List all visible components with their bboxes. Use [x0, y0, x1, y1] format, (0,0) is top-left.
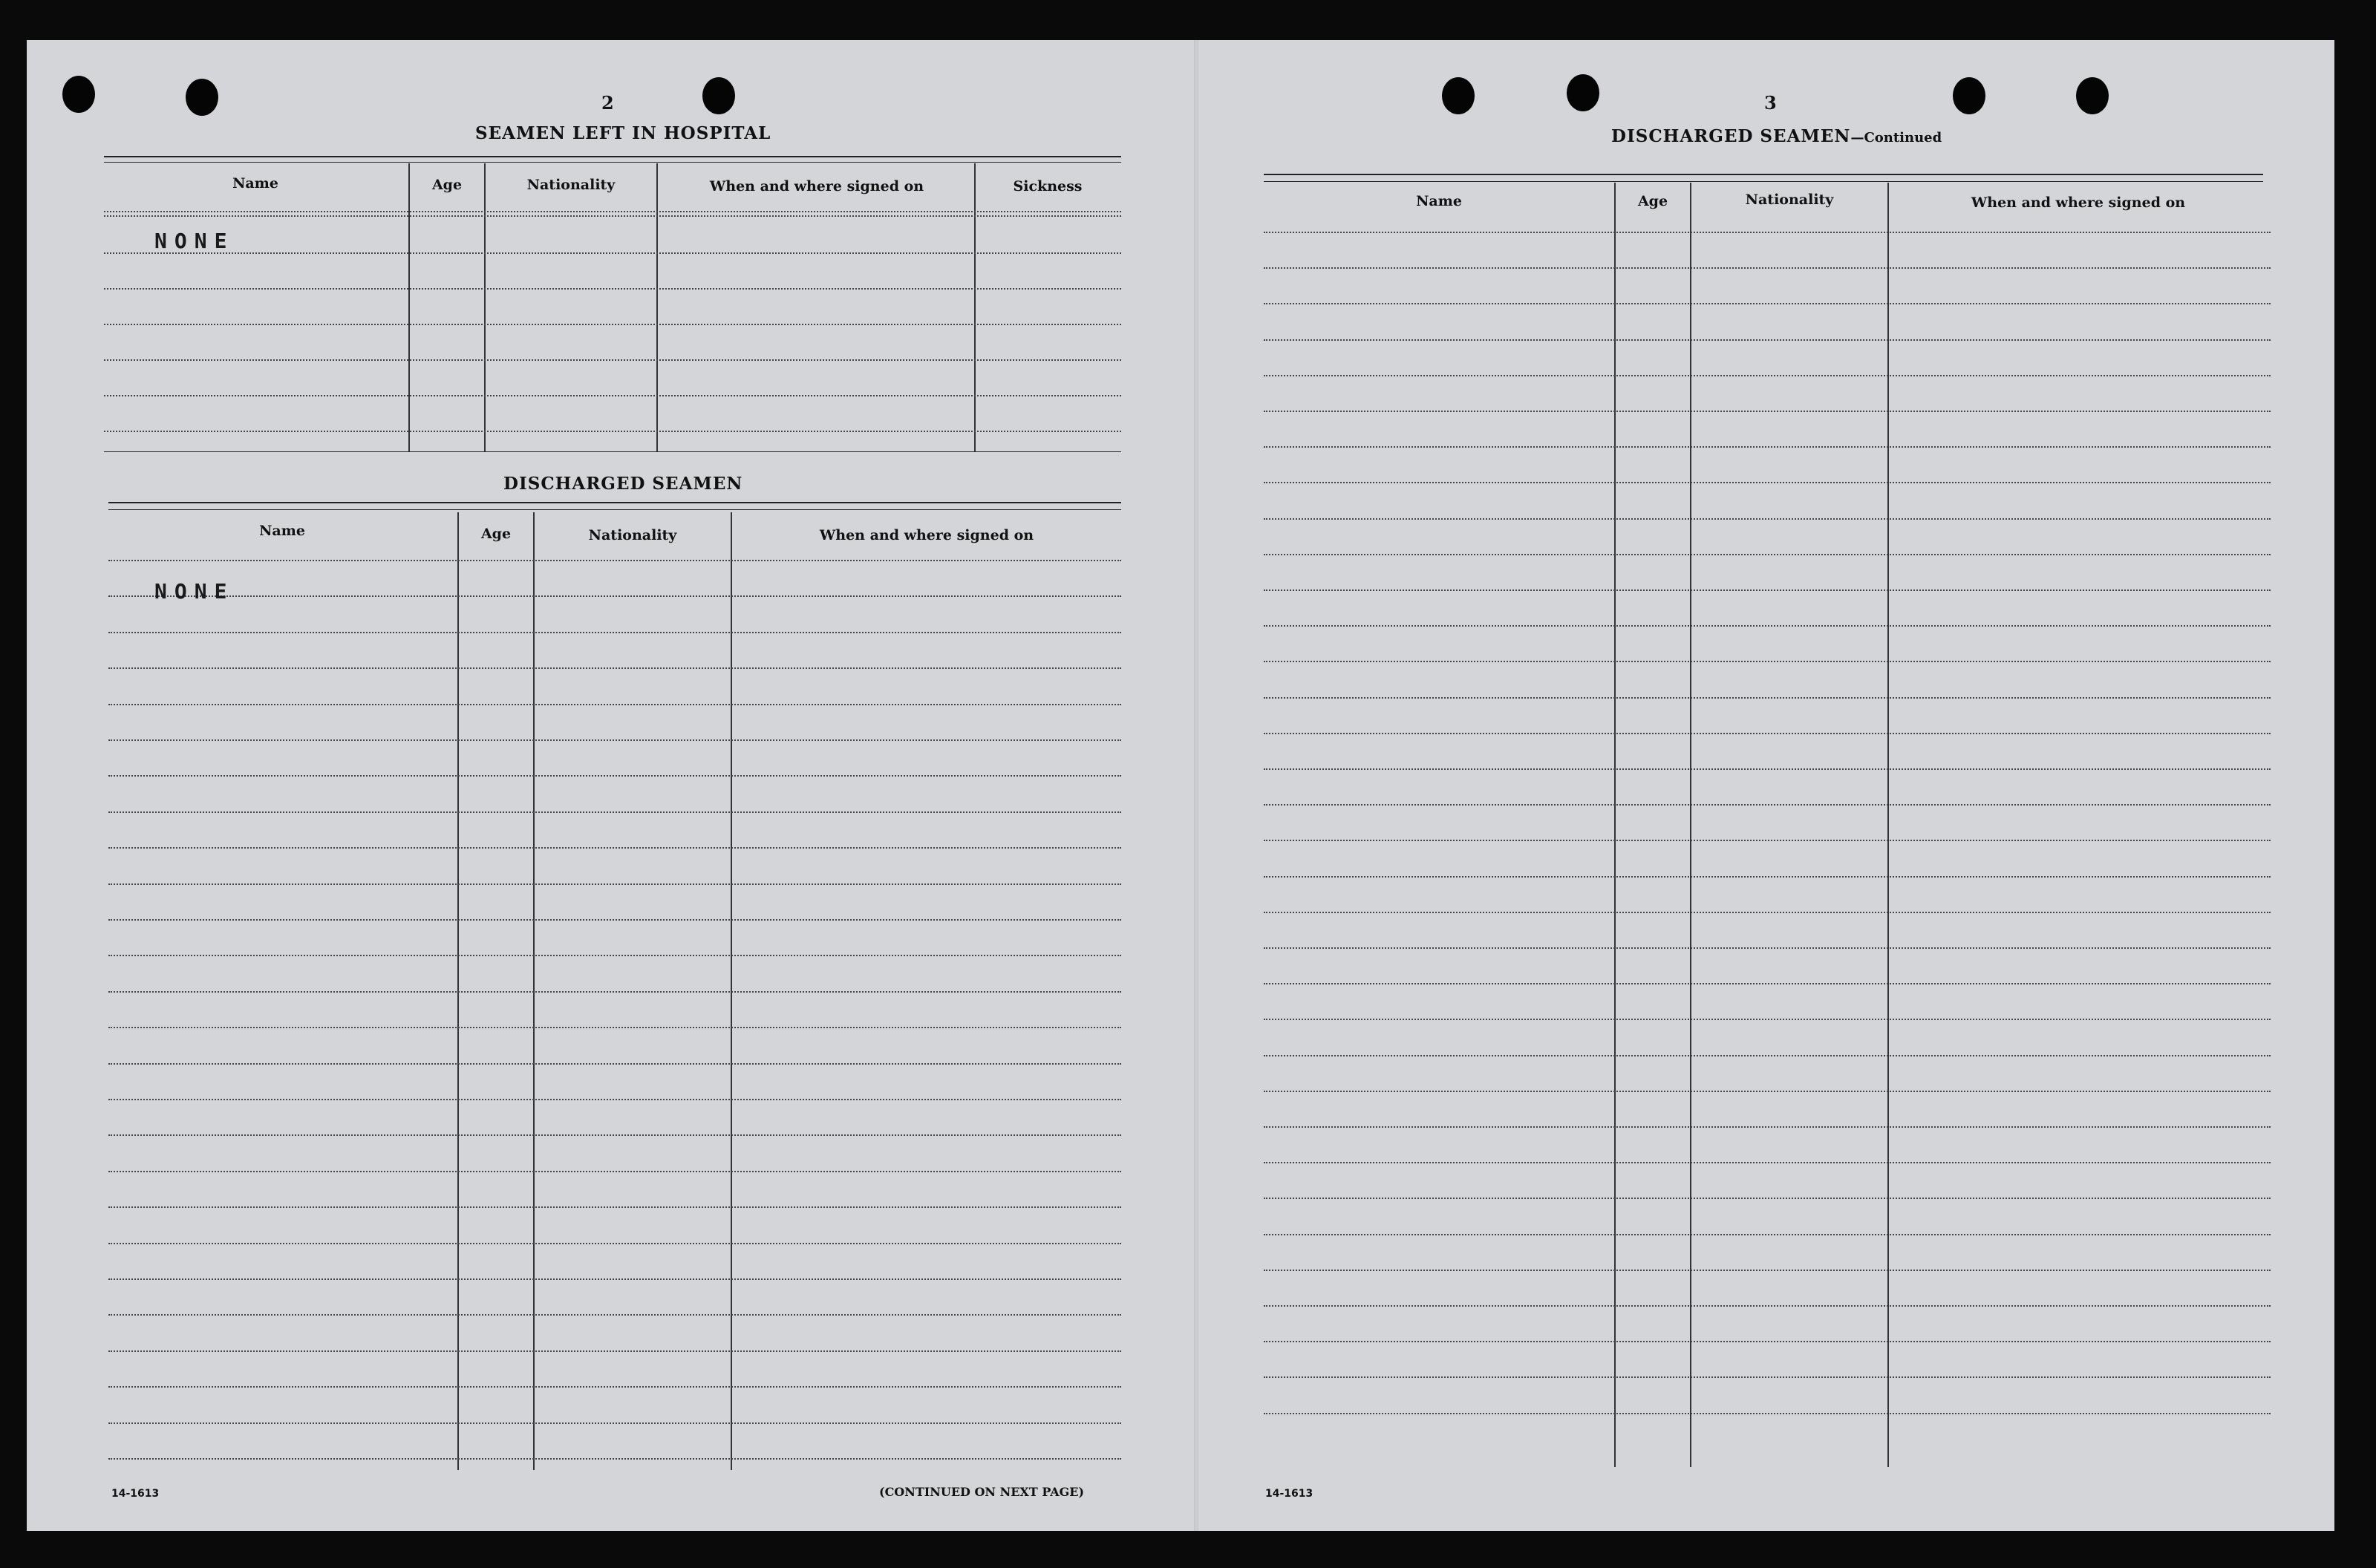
discharged-top-rule: [108, 502, 1121, 503]
right-col-age: Age: [1637, 193, 1668, 209]
form-row-line: [1264, 1019, 2271, 1020]
form-row-line: [108, 667, 1121, 669]
form-row-line: [1264, 1198, 2271, 1199]
hospital-row-line: [104, 431, 1121, 432]
hospital-col-name: Name: [232, 175, 278, 192]
form-row-line: [1264, 1234, 2271, 1235]
form-row-line: [1264, 1162, 2271, 1163]
form-number: 14-1613: [111, 1488, 160, 1500]
form-row-line: [108, 1134, 1121, 1136]
form-row-line: [108, 632, 1121, 633]
form-row-line: [108, 1027, 1121, 1028]
form-row-line: [1264, 339, 2271, 341]
punch-hole: [702, 77, 735, 114]
hospital-row-line: [104, 395, 1121, 396]
form-row-line: [108, 1099, 1121, 1100]
form-row-line: [1264, 1126, 2271, 1128]
hospital-row-line: [104, 324, 1121, 325]
right-col-signed-on: When and where signed on: [1971, 195, 2186, 211]
form-row-line: [1264, 1305, 2271, 1307]
form-row-line: [108, 1206, 1121, 1208]
hospital-row-line: [104, 288, 1121, 290]
hospital-row-line: [104, 211, 1121, 212]
right-top-rule: [1264, 174, 2263, 175]
punch-hole: [1953, 77, 1985, 114]
form-row-line: [1264, 1055, 2271, 1056]
form-row-line: [1264, 625, 2271, 627]
form-row-line: [1264, 446, 2271, 448]
form-row-line: [1264, 1270, 2271, 1271]
form-row-line: [108, 955, 1121, 956]
form-row-line: [108, 1422, 1121, 1424]
punch-hole: [1567, 74, 1599, 111]
form-row-line: [108, 1458, 1121, 1460]
form-row-line: [1264, 1413, 2271, 1414]
form-row-line: [108, 811, 1121, 813]
hospital-top-rule: [104, 162, 1121, 163]
form-row-line: [1264, 411, 2271, 412]
form-row-line: [1264, 518, 2271, 520]
form-row-line: [108, 1171, 1121, 1172]
right-col-nationality: Nationality: [1745, 192, 1834, 208]
form-row-line: [108, 1314, 1121, 1316]
discharged-top-rule: [108, 509, 1121, 510]
form-row-line: [1264, 1091, 2271, 1092]
form-row-line: [108, 1278, 1121, 1280]
discharged-col-signed-on: When and where signed on: [819, 527, 1034, 543]
form-row-line: [108, 847, 1121, 849]
punch-hole: [62, 76, 95, 113]
hospital-col-divider: [484, 163, 486, 451]
hospital-entry: NONE: [154, 229, 235, 253]
discharged-col-name: Name: [259, 523, 305, 539]
form-row-line: [1264, 912, 2271, 913]
discharged-entry: NONE: [154, 579, 235, 604]
form-row-line: [1264, 840, 2271, 841]
hospital-col-age: Age: [431, 177, 463, 193]
form-row-line: [1264, 589, 2271, 591]
continued-suffix: —Continued: [1850, 130, 1942, 146]
punch-hole: [1442, 77, 1475, 114]
form-row-line: [108, 991, 1121, 993]
hospital-col-divider: [974, 163, 976, 451]
hospital-col-sickness: Sickness: [1013, 178, 1083, 195]
hospital-row-line: [104, 215, 1121, 217]
form-row-line: [1264, 876, 2271, 878]
hospital-col-signed-on: When and where signed on: [709, 178, 924, 195]
form-row-line: [108, 919, 1121, 921]
page-number: 3: [1764, 92, 1777, 114]
form-number: 14-1613: [1265, 1488, 1313, 1500]
discharged-section-title: DISCHARGED SEAMEN: [503, 474, 743, 494]
form-row-line: [1264, 1341, 2271, 1342]
page-fold: [1194, 40, 1198, 1531]
document-sheet: [27, 40, 2334, 1531]
form-row-line: [108, 775, 1121, 777]
hospital-col-divider: [408, 163, 410, 451]
form-row-line: [108, 595, 1121, 597]
form-row-line: [1264, 232, 2271, 233]
hospital-col-nationality: Nationality: [526, 177, 616, 193]
punch-hole: [2076, 77, 2109, 114]
right-col-name: Name: [1416, 193, 1462, 209]
hospital-row-line: [104, 252, 1121, 254]
form-row-line: [108, 1386, 1121, 1388]
form-row-line: [1264, 1376, 2271, 1378]
form-row-line: [1264, 983, 2271, 984]
form-row-line: [1264, 768, 2271, 770]
form-row-line: [108, 883, 1121, 885]
discharged-continued-title: [1611, 126, 1942, 146]
hospital-top-rule: [104, 156, 1121, 157]
form-row-line: [1264, 375, 2271, 376]
form-row-line: [108, 704, 1121, 705]
form-row-line: [1264, 554, 2271, 555]
form-row-line: [108, 739, 1121, 741]
hospital-section-title: SEAMEN LEFT IN HOSPITAL: [475, 123, 771, 143]
form-row-line: [1264, 303, 2271, 304]
form-row-line: [108, 560, 1121, 561]
discharged-col-nationality: Nationality: [588, 527, 677, 543]
page-number: 2: [601, 92, 614, 114]
form-row-line: [1264, 697, 2271, 699]
continued-note: (CONTINUED ON NEXT PAGE): [879, 1485, 1085, 1499]
form-row-line: [108, 1243, 1121, 1244]
hospital-bottom-rule: [104, 451, 1121, 452]
form-row-line: [1264, 733, 2271, 734]
form-row-line: [1264, 267, 2271, 269]
form-row-line: [1264, 482, 2271, 483]
form-row-line: [1264, 661, 2271, 662]
discharged-continued-title-text: DISCHARGED SEAMEN: [1611, 126, 1851, 146]
form-row-line: [1264, 947, 2271, 949]
punch-hole: [186, 79, 218, 116]
hospital-row-line: [104, 359, 1121, 361]
right-top-rule: [1264, 181, 2263, 182]
hospital-col-divider: [656, 163, 658, 451]
form-row-line: [1264, 804, 2271, 806]
discharged-col-age: Age: [480, 526, 512, 542]
form-row-line: [108, 1350, 1121, 1352]
form-row-line: [108, 1063, 1121, 1065]
